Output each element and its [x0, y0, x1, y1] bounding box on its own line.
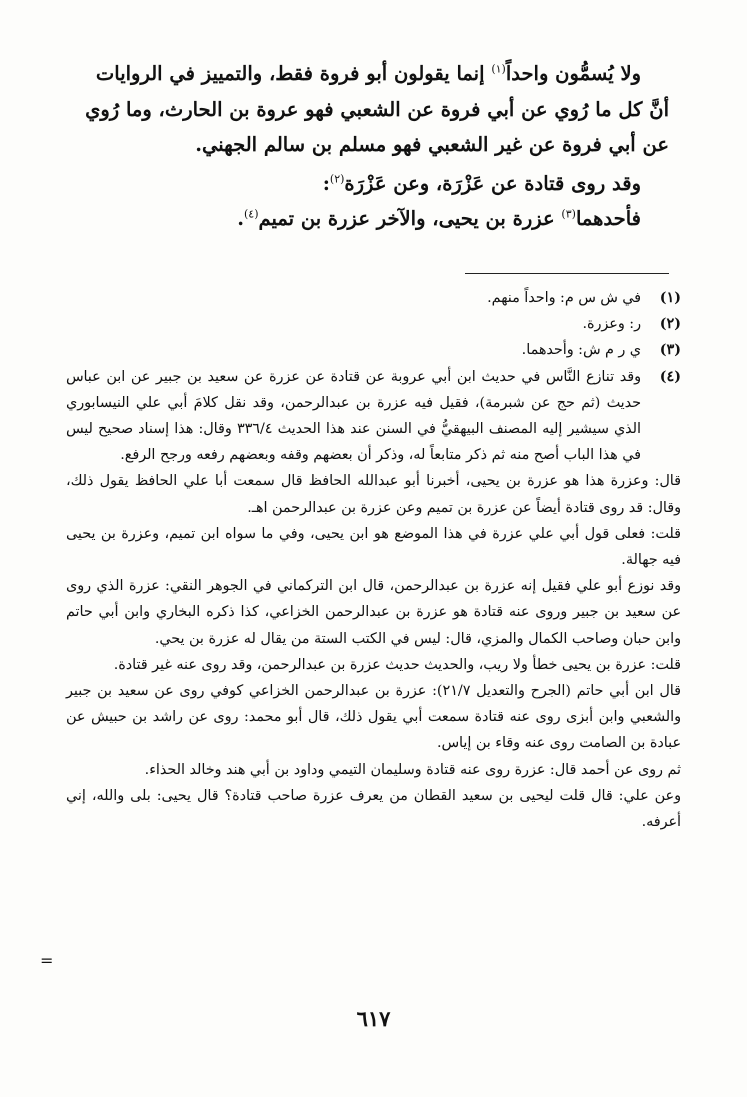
footnote-paragraph: وقد تنازع النَّاس في حديث ابن أبي عروبة عن قتادة عن عزرة عن سعيد بن جبير عن ابن عباس حديث (ثم حج عن شبرمة)، فقيل فيه عزرة بن عبدالرحمن، وقد نقل كلامَ أبي علي النيسابوري الذي سيشير إليه المصنف البيهقيُّ في السنن عند هذا الحديث ٣٣٦/٤ وقال: هذا إسناد صحيح ليس في هذا الباب أصح منه ثم ذكر متابعاً له، وذكر أن بعضهم وقفه وبعضهم رفعه ورجح الرفع.	[66, 368, 641, 464]
footnote-separator	[465, 273, 669, 274]
footnote-1	[66, 285, 681, 311]
footnote-paragraph: ثم روى عن أحمد قال: عزرة روى عنه قتادة وسليمان التيمي وداود بن أبي هند وخالد الحذاء.	[144, 761, 681, 778]
section-heading	[69, 166, 669, 202]
footnote-paragraph: قال ابن أبي حاتم (الجرح والتعديل ٢١/٧): عزرة بن عبدالرحمن الخزاعي كوفي روى عن سعيد بن جبير والشعبي وابن أبزى روى عنه قتادة سمعت أبي يقول ذلك، قال أبو محمد: روى عن راشد بن حبيش عن عبادة بن الصامت روى عنه وقاء بن إياس.	[66, 683, 681, 752]
footnote-text: ي ر م ش: وأحدهما.	[521, 342, 641, 359]
text-run: :	[322, 171, 330, 195]
continuation-mark: =	[40, 951, 54, 970]
footnote-4-continuation	[66, 468, 681, 835]
footnote-4	[66, 364, 681, 469]
footnote-3	[66, 337, 681, 363]
footnote-text: في ش س م: واحداً منهم.	[487, 290, 641, 306]
main-text	[69, 56, 669, 237]
main-line-5	[69, 201, 669, 237]
footnote-text: ر: وعزرة.	[582, 316, 641, 333]
text-run: .	[237, 207, 244, 230]
footnote-ref-2: (٢)	[329, 172, 345, 185]
footnote-number: (٣)	[659, 342, 681, 359]
main-line-2: أنَّ كل ما رُوي عن أبي فروة عن الشعبي فهو عروة بن الحارث، وما رُوي	[85, 97, 669, 121]
footnote-paragraph: وعن علي: قال قلت ليحيى بن سعيد القطان من يعرف عزرة صاحب قتادة؟ قال يحيى: بلى والله، إني أعرفه.	[66, 787, 681, 831]
footnote-ref-1: (١)	[491, 62, 506, 76]
footnote-number: (١)	[659, 290, 681, 306]
text-run: ولا يُسمُّون واحداً	[505, 62, 641, 85]
footnote-number: (٢)	[659, 316, 681, 333]
footnote-paragraph: وقد نوزع أبو علي فقيل إنه عزرة بن عبدالرحمن، قال ابن التركماني في الجوهر النقي: عزرة الذي روى عن سعيد بن جبير وروى عنه قتادة هو عزرة بن عبدالرحمن الخزاعي، كذا ذكره البخاري وابن أبي حاتم وابن حبان وصاحب الكمال والمزي، قال: ليس في الكتب الستة من يقال له عزرة بن يحي.	[66, 578, 681, 647]
footnote-ref-3: (٣)	[561, 207, 576, 221]
footnote-paragraph: قلت: عزرة بن يحيى خطأ ولا ريب، والحديث حديث عزرة بن عبدالرحمن، وقد روى عنه غير قتادة.	[113, 656, 681, 673]
text-run: عزرة بن يحيى، والآخر عزرة بن تميم	[258, 207, 562, 230]
footnote-paragraph: قلت: فعلى قول أبي علي عزرة في هذا الموضع هو ابن يحيى، وفي ما سواه ابن تميم، وعزرة بن يحيى فيه جهالة.	[66, 525, 681, 569]
text-run: فأحدهما	[575, 207, 641, 230]
text-run: إنما يقولون أبو فروة فقط، والتمييز في الروايات	[95, 62, 492, 85]
page-number: ٦١٧	[356, 1006, 391, 1031]
footnote-ref-4: (٤)	[244, 207, 259, 221]
footnote-2	[66, 311, 681, 337]
footnote-number: (٤)	[659, 368, 681, 385]
footnote-text	[66, 364, 641, 469]
text-run: وقد روى قتادة عن عَزْرَة، وعن عَزْرَة	[344, 171, 641, 195]
footnotes	[66, 285, 681, 835]
footnote-paragraph: قال: وعزرة هذا هو عزرة بن يحيى، أخبرنا أبو عبدالله الحافظ قال سمعت أبا علي الحافظ يقول ذلك، وقال: قد روى قتادة أيضاً عن عزرة بن تميم وعن عزرة بن عبدالرحمن اهـ.	[66, 473, 681, 516]
main-line-1	[69, 56, 669, 92]
main-line-3: عن أبي فروة عن غير الشعبي فهو مسلم بن سالم الجهني.	[195, 133, 669, 156]
